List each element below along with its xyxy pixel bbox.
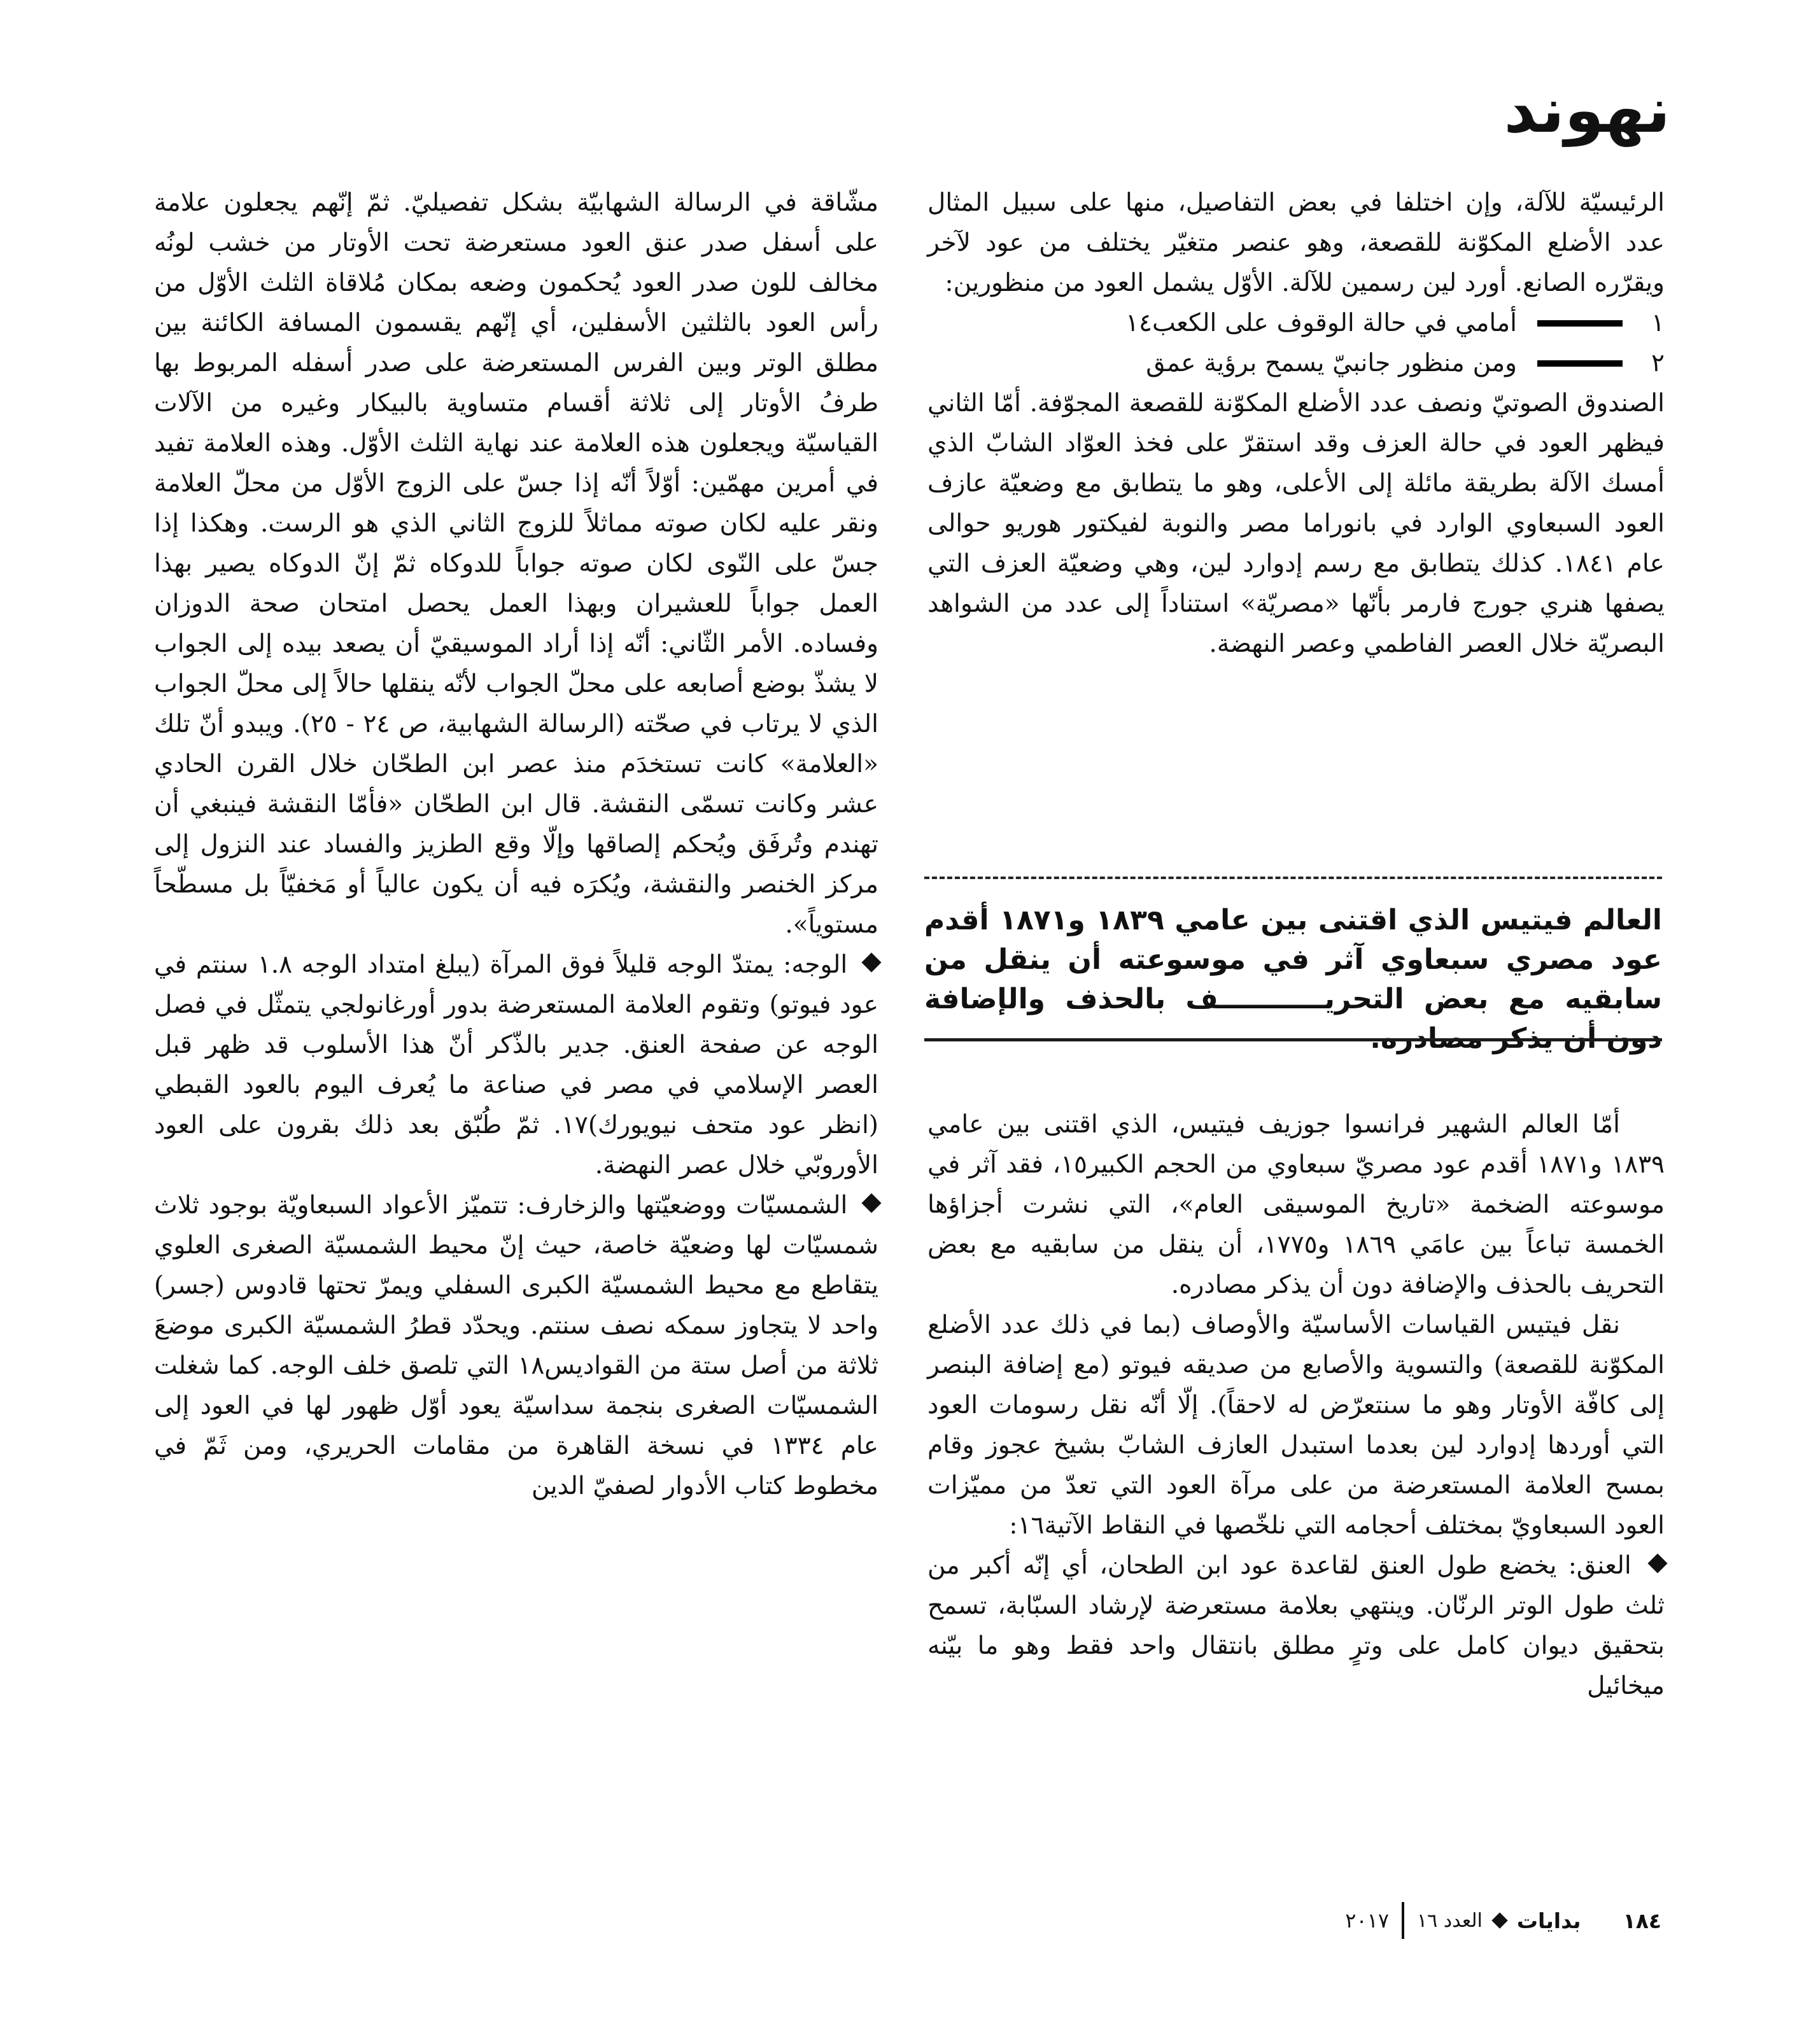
- list-text: ومن منظور جانبيّ يسمح برؤية عمق: [1146, 349, 1517, 377]
- pull-quote: العالم فيتيس الذي اقتنى بين عامي ١٨٣٩ و١٨٧١ أقدم عود مصري سبعاوي آثر في موسوعته أن ينقل من سابقيه مع بعض التحريـــــــــــف بالحذف والإضافة دون أن يذكر مصادره.: [924, 904, 1662, 1055]
- dash-marker: [1537, 320, 1623, 327]
- page-footer: [1345, 1902, 1661, 1939]
- solid-separator: [924, 1038, 1662, 1041]
- left-bullet-1: [154, 945, 878, 1185]
- diamond-bullet-icon: [861, 1194, 881, 1213]
- magazine-name: بدايات: [1516, 1908, 1581, 1933]
- list-item-1: [927, 303, 1665, 343]
- right-column-top: [927, 183, 1665, 664]
- vertical-divider: [1402, 1902, 1404, 1939]
- page-number: ١٨٤: [1623, 1908, 1661, 1933]
- right-lower-paragraph-2: نقل فيتيس القياسات الأساسيّة والأوصاف (بما في ذلك عدد الأضلع المكوّنة للقصعة) والتسوية والأصابع من صديقه فيوتو (مع إضافة البنصر إلى كافّة الأوتار وهو ما سنتعرّض له لاحقاً). إلّا أنّه نقل رسومات العود التي أوردها إدوارد لين بعدما استبدل العازف الشابّ بشيخ عجوز وقام بمسح العلامة المستعرضة من على مرآة العود التي تعدّ من مميّزات العود السبعاويّ بمختلف أحجامه التي نلخّصها في النقاط الآتية١٦:: [927, 1311, 1665, 1540]
- right-paragraph-1: الرئيسيّة للآلة، وإن اختلفا في بعض التفاصيل، منها على سبيل المثال عدد الأضلع المكوّنة للقصعة، وهو عنصر متغيّر يختلف من عود لآخر ويقرّره الصانع. أورد لين رسمين للآلة. الأوّل يشمل العود من منظورين:: [927, 188, 1665, 297]
- bullet-text: الوجه: يمتدّ الوجه قليلاً فوق المرآة (يبلغ امتداد الوجه ١.٨ سنتم في عود فيوتو) وتقوم العلامة المستعرضة بدور أورغانولجي يتمثّل في فصل الوجه عن صفحة العنق. جدير بالذّكر أنّ هذا الأسلوب قد ظهر قبل العصر الإسلامي في مصر في صناعة ما يُعرف اليوم بالعود القبطي (انظر عود متحف نيويورك)١٧. ثمّ طُبّق بعد ذلك بقرون على العود الأوروبّي خلال عصر النهضة.: [154, 950, 878, 1180]
- issue-number: العدد ١٦: [1417, 1909, 1483, 1932]
- right-lower-paragraph-1: أمّا العالم الشهير فرانسوا جوزيف فيتيس، الذي اقتنى بين عامي ١٨٣٩ و١٨٧١ أقدم عود مصريّ سبعاوي من الحجم الكبير١٥، فقد آثر في موسوعته الضخمة «تاريخ الموسيقى العام»، التي نشرت أجزاؤها الخمسة تباعاً بين عامَي ١٨٦٩ و١٧٧٥، أن ينقل من سابقيه مع بعض التحريف بالحذف والإضافة دون أن يذكر مصادره.: [927, 1110, 1665, 1299]
- diamond-bullet-icon: [861, 953, 881, 973]
- bullet-text: الشمسيّات ووضعيّتها والزخارف: تتميّز الأعواد السبعاويّة بوجود ثلاث شمسيّات لها وضعيّة خاصة، حيث إنّ محيط الشمسيّة الصغرى العلوي يتقاطع مع محيط الشمسيّة الكبرى السفلي ويمرّ تحتها قادوس (جسر) واحد لا يتجاوز سمكه نصف سنتم. ويحدّد قطرُ الشمسيّة الكبرى موضعَ ثلاثة من أصل ستة من القواديس١٨ التي تلصق خلف الوجه. كما شغلت الشمسيّات الصغرى بنجمة سداسيّة يعود أوّل ظهور لها في العود إلى عام ١٣٣٤ في نسخة القاهرة من مقامات الحريري، ومن ثَمّ في مخطوط كتاب الأدوار لصفيّ الدين: [154, 1191, 878, 1500]
- publication-year: ٢٠١٧: [1345, 1908, 1390, 1933]
- list-text: أمامي في حالة الوقوف على الكعب١٤: [1125, 309, 1517, 337]
- left-column: [154, 183, 878, 1918]
- diamond-bullet-icon: [1647, 1554, 1667, 1574]
- diamond-separator-icon: [1491, 1912, 1507, 1928]
- left-bullet-2: [154, 1185, 878, 1506]
- left-paragraph-1: مشّاقة في الرسالة الشهابيّة بشكل تفصيليّ. ثمّ إنّهم يجعلون علامة على أسفل صدر عنق العود مستعرضة تحت الأوتار من خشب لونُه مخالف للون صدر العود يُحكمون وضعه بمكان مُلاقاة الثلث الأوّل من رأس العود بالثلثين الأسفلين، أي إنّهم يقسمون المسافة الكائنة بين مطلق الوتر وبين الفرس المستعرضة على صدر أسفله المربوط بها طرفُ الأوتار إلى ثلاثة أقسام متساوية بالبيكار وغيره من الآلات القياسيّة ويجعلون هذه العلامة عند نهاية الثلث الأوّل. وهذه العلامة تفيد في أمرين مهمّين: أوّلاً أنّه إذا جسّ على الزوج الأوّل من محلّ العلامة ونقر عليه لكان صوته مماثلاً للزوج الثاني الذي هو الرست. وهكذا إذا جسّ على النّوى لكان صوته جواباً للدوكاه ثمّ إنّ الدوكاه يصير بهذا العمل جواباً للعشيران وبهذا العمل يحصل امتحان صحة الدوزان وفساده. الأمر الثّاني: أنّه إذا أراد الموسيقيّ أن يصعد بيده إلى الجواب لا يشذّ بوضع أصابعه على محلّ الجواب لأنّه ينقلها حالاً إلى محلّ الجواب الذي لا يرتاب في صحّته (الرسالة الشهابية، ص ٢٤ - ٢٥). ويبدو أنّ تلك «العلامة» كانت تستخدَم منذ عصر ابن الطحّان خلال القرن الحادي عشر وكانت تسمّى النقشة. قال ابن الطحّان «فأمّا النقشة فينبغي أن تهندم وتُرفَق ويُحكم إلصاقها وإلّا وقع الطزيز والفساد عند النزول إلى مركز الخنصر والنقشة، ويُكرَه فيه أن يكون عالياً أو مَخفيّاً بل مسطّحاً مستوياً».: [154, 188, 878, 939]
- dash-marker: [1537, 360, 1623, 367]
- list-number: ٢: [1651, 349, 1665, 377]
- right-paragraph-2: الصندوق الصوتيّ ونصف عدد الأضلع المكوّنة للقصعة المجوّفة. أمّا الثاني فيظهر العود في حالة العزف وقد استقرّ على فخذ العوّاد الشابّ الذي أمسك الآلة بطريقة مائلة إلى الأعلى، وهو ما يتطابق مع وضعيّة عازف العود السبعاوي الوارد في بانوراما مصر والنوبة لفيكتور هوريو حوالى عام ١٨٤١. كذلك يتطابق مع رسم إدوارد لين، وهي وضعيّة العزف التي يصفها هنري جورج فارمر بأنّها «مصريّة» استناداً إلى عدد من الشواهد البصريّة خلال العصر الفاطمي وعصر النهضة.: [927, 389, 1665, 658]
- dashed-separator: [924, 877, 1662, 879]
- right-lower-bullet-1: [927, 1546, 1665, 1706]
- right-column-bottom: [927, 1104, 1665, 1706]
- nahawand-logo: نهوند: [1504, 74, 1670, 147]
- list-item-2: [927, 343, 1665, 383]
- list-number: ١: [1651, 309, 1665, 337]
- bullet-text: العنق: يخضع طول العنق لقاعدة عود ابن الطحان، أي إنّه أكبر من ثلث طول الوتر الرنّان. وينتهي بعلامة مستعرضة لإرشاد السبّابة، تسمح بتحقيق ديوان كامل على وترٍ مطلق بانتقال واحد فقط وهو ما بيّنه ميخائيل: [927, 1551, 1665, 1700]
